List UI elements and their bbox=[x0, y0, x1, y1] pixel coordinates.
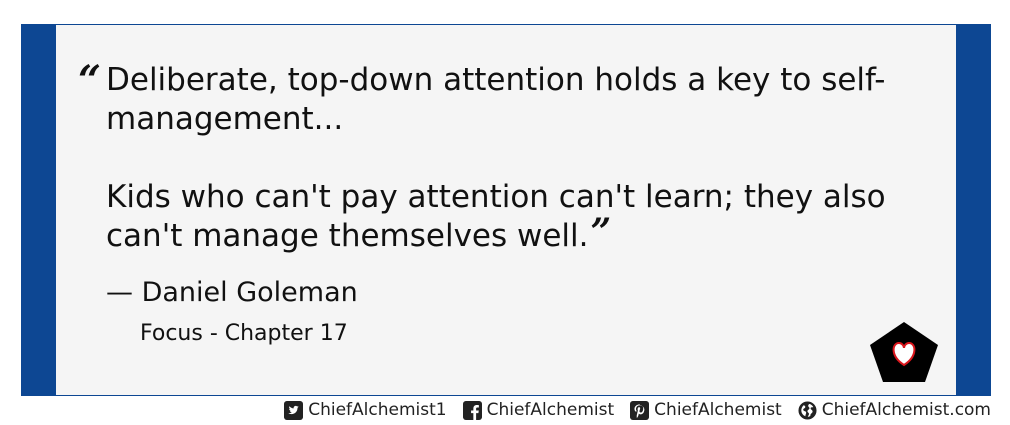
quote-text bbox=[78, 57, 926, 256]
quote-paragraph-2 bbox=[106, 178, 926, 256]
pinterest-icon bbox=[630, 401, 649, 420]
heart-pentagon-logo-icon bbox=[868, 321, 940, 383]
facebook-handle: ChiefAlchemist bbox=[486, 400, 615, 420]
pinterest-handle: ChiefAlchemist bbox=[654, 400, 782, 420]
quote-author: — Daniel Goleman bbox=[106, 277, 358, 308]
social-twitter[interactable] bbox=[284, 400, 446, 420]
twitter-icon bbox=[284, 401, 303, 420]
social-facebook[interactable] bbox=[463, 400, 615, 420]
close-quote-mark: ” bbox=[590, 211, 612, 253]
quote-panel bbox=[56, 25, 956, 395]
globe-icon bbox=[798, 401, 817, 420]
quote-card bbox=[21, 24, 991, 396]
facebook-icon bbox=[463, 401, 482, 420]
social-pinterest[interactable] bbox=[630, 400, 782, 420]
open-quote-mark: “ bbox=[78, 57, 102, 104]
quote-paragraph-2-text: Kids who can't pay attention can't learn; they also can't manage themselves well. bbox=[106, 179, 886, 254]
quote-paragraph-1: Deliberate, top-down attention holds a key to self-management... bbox=[106, 62, 886, 137]
website-url: ChiefAlchemist.com bbox=[821, 400, 991, 420]
social-footer bbox=[268, 398, 991, 422]
social-website[interactable] bbox=[798, 400, 991, 420]
twitter-handle: ChiefAlchemist1 bbox=[308, 400, 447, 420]
quote-source: Focus - Chapter 17 bbox=[140, 321, 348, 346]
